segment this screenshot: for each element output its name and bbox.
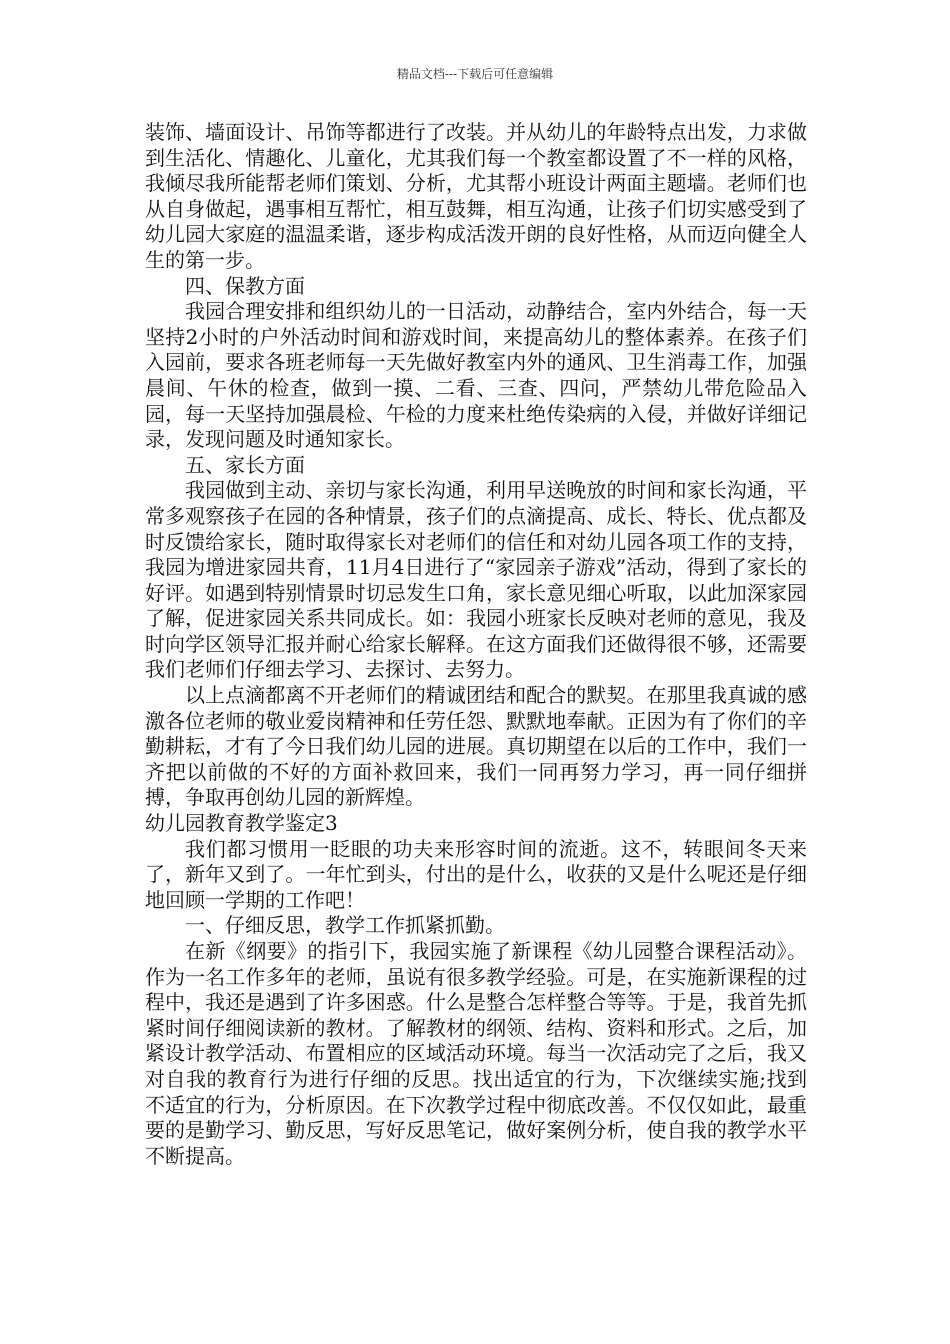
paragraph-summary: 以上点滴都离不开老师们的精诚团结和配合的默契。在那里我真诚的感激各位老师的敬业爱岗精神和任劳任怨、默默地奉献。正因为有了你们的辛勤耕耘，才有了今日我们幼儿园的进展。真切期望在以后的工作中，我们一齐把以前做的不好的方面补救回来，我们一同再努力学习，再一同仔细拼搏，争取再创幼儿园的新辉煌。: [145, 683, 807, 810]
paragraph-care-education: 我园合理安排和组织幼儿的一日活动，动静结合，室内外结合，每一天坚持2小时的户外活动时间和游戏时间，来提高幼儿的整体素养。在孩子们入园前，要求各班老师每一天先做好教室内外的通风、卫生消毒工作，加强晨间、午休的检查，做到一摸、二看、三查、四问，严禁幼儿带危险品入园，每一天坚持加强晨检、午检的力度来杜绝传染病的入侵，并做好详细记录，发现问题及时通知家长。: [145, 299, 807, 452]
paragraph-intro: 我们都习惯用一眨眼的功夫来形容时间的流逝。这不，转眼间冬天来了，新年又到了。一年忙到头，付出的是什么，收获的又是什么呢还是仔细地回顾一学期的工作吧！: [145, 836, 807, 912]
paragraph-continuation: 装饰、墙面设计、吊饰等都进行了改装。并从幼儿的年龄特点出发，力求做到生活化、情趣化、儿童化，尤其我们每一个教室都设置了不一样的风格，我倾尽我所能帮老师们策划、分析，尤其帮小班设计两面主题墙。老师们也从自身做起，遇事相互帮忙，相互鼓舞，相互沟通，让孩子们切实感受到了幼儿园大家庭的温温柔谐，逐步构成活泼开朗的良好性格，从而迈向健全人生的第一步。: [145, 120, 807, 272]
section-heading-care-education: 四、保教方面: [185, 273, 305, 298]
paragraph-parents: 我园做到主动、亲切与家长沟通，利用早送晚放的时间和家长沟通，平常多观察孩子在园的各种情景，孩子们的点滴提高、成长、特长、优点都及时反馈给家长，随时取得家长对老师们的信任和对幼儿园各项工作的支持，我园为增进家园共育，11月4日进行了“家园亲子游戏”活动，得到了家长的好评。如遇到特别情景时切忌发生口角，家长意见细心听取，以此加深家园了解，促进家园关系共同成长。如：我园小班家长反映对老师的意见，我及时向学区领导汇报并耐心给家长解释。在这方面我们还做得很不够，还需要我们老师们仔细去学习、去探讨、去努力。: [145, 478, 807, 682]
document-body: [145, 120, 807, 1169]
paragraph-reflection: 在新《纲要》的指引下，我园实施了新课程《幼儿园整合课程活动》。作为一名工作多年的老师，虽说有很多教学经验。可是，在实施新课程的过程中，我还是遇到了许多困惑。什么是整合怎样整合等等。于是，我首先抓紧时间仔细阅读新的教材。了解教材的纲领、结构、资料和形式。之后，加紧设计教学活动、布置相应的区域活动环境。每当一次活动完了之后，我又对自我的教育行为进行仔细的反思。找出适宜的行为，下次继续实施;找到不适宜的行为，分析原因。在下次教学过程中彻底改善。不仅仅如此，最重要的是勤学习、勤反思，写好反思笔记，做好案例分析，使自我的教学水平不断提高。: [145, 939, 807, 1168]
document-title-3: 幼儿园教育教学鉴定3: [145, 811, 338, 836]
section-heading-reflection: 一、仔细反思，教学工作抓紧抓勤。: [185, 913, 505, 938]
page-header: 精品文档---下载后可任意编辑: [396, 67, 554, 81]
section-heading-parents: 五、家长方面: [185, 452, 305, 477]
